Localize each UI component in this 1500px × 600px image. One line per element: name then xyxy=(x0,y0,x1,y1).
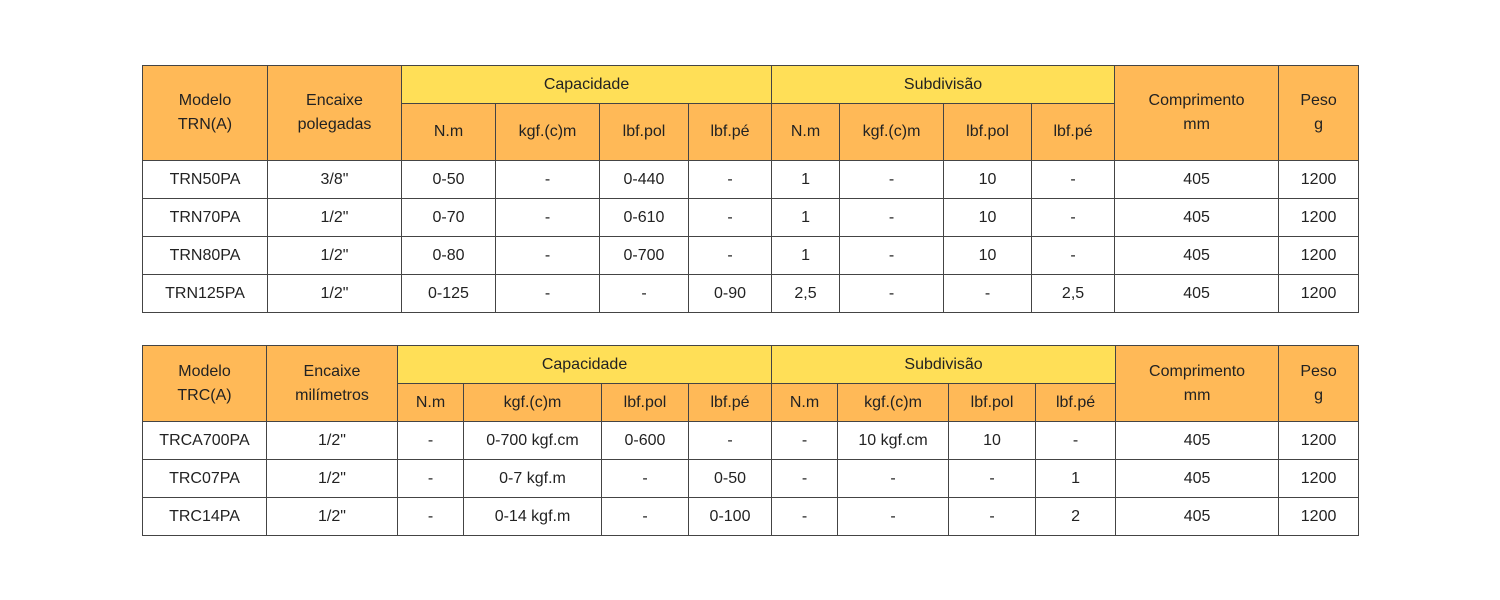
table-cell: - xyxy=(949,498,1036,536)
table-cell: TRN80PA xyxy=(143,237,268,275)
header-model-line1: Modelo xyxy=(178,92,232,109)
table-cell: - xyxy=(496,161,600,199)
table-cell: 0-14 kgf.m xyxy=(464,498,602,536)
table-cell: TRCA700PA xyxy=(143,422,267,460)
table-cell: 1 xyxy=(772,161,840,199)
table-cell: 0-100 xyxy=(689,498,772,536)
header-unit: lbf.pé xyxy=(689,104,772,161)
header-socket-line2: milímetros xyxy=(295,386,369,404)
header-unit: kgf.(c)m xyxy=(840,104,944,161)
table-cell: 405 xyxy=(1116,498,1279,536)
header-length-line1: Comprimento xyxy=(1148,92,1245,109)
table-cell: 1200 xyxy=(1279,199,1359,237)
table-cell: TRC07PA xyxy=(143,460,267,498)
header-model xyxy=(143,346,267,422)
table-row xyxy=(143,422,1359,460)
header-row-groups xyxy=(143,346,1359,384)
table-cell: 0-7 kgf.m xyxy=(464,460,602,498)
header-length xyxy=(1115,66,1279,161)
table-cell: - xyxy=(398,422,464,460)
torque-wrench-table-trc xyxy=(142,345,1359,536)
table-cell: 1 xyxy=(772,199,840,237)
table-cell: - xyxy=(772,498,838,536)
header-unit: N.m xyxy=(772,104,840,161)
table-cell: - xyxy=(496,199,600,237)
table-row xyxy=(143,460,1359,498)
table-cell: 3/8" xyxy=(268,161,402,199)
table-cell: 1 xyxy=(772,237,840,275)
header-weight-line1: Peso xyxy=(1300,362,1337,380)
header-weight-line1: Peso xyxy=(1300,92,1337,109)
header-length xyxy=(1116,346,1279,422)
table-cell: - xyxy=(772,422,838,460)
header-unit: kgf.(c)m xyxy=(838,384,949,422)
header-unit: lbf.pol xyxy=(602,384,689,422)
header-socket xyxy=(267,346,398,422)
table-cell: TRN70PA xyxy=(143,199,268,237)
header-unit: lbf.pol xyxy=(949,384,1036,422)
header-unit: lbf.pé xyxy=(1032,104,1115,161)
table-cell: - xyxy=(944,275,1032,313)
table-cell: 405 xyxy=(1115,161,1279,199)
table-cell: 405 xyxy=(1115,237,1279,275)
table-body xyxy=(143,422,1359,536)
header-socket-line2: polegadas xyxy=(297,116,372,133)
table-cell: - xyxy=(398,498,464,536)
table-cell: 2,5 xyxy=(772,275,840,313)
table-cell: 10 xyxy=(944,199,1032,237)
header-model-line1: Modelo xyxy=(178,362,231,380)
table-cell: 1/2" xyxy=(267,460,398,498)
table-cell: - xyxy=(398,460,464,498)
header-socket-line1: Encaixe xyxy=(303,362,361,380)
table-cell: TRN50PA xyxy=(143,161,268,199)
table-cell: - xyxy=(496,275,600,313)
header-socket xyxy=(268,66,402,161)
table-cell: - xyxy=(600,275,689,313)
table-cell: - xyxy=(772,460,838,498)
table-cell: 0-80 xyxy=(402,237,496,275)
header-capacity: Capacidade xyxy=(398,346,772,384)
table-cell: - xyxy=(689,237,772,275)
table-cell: 0-50 xyxy=(689,460,772,498)
table-cell: 1/2" xyxy=(268,199,402,237)
header-weight xyxy=(1279,66,1359,161)
table-cell: 0-700 xyxy=(600,237,689,275)
table-cell: - xyxy=(838,460,949,498)
table-cell: 1200 xyxy=(1279,161,1359,199)
table-cell: 2 xyxy=(1036,498,1116,536)
table-cell: 0-610 xyxy=(600,199,689,237)
header-length-line1: Comprimento xyxy=(1149,362,1246,380)
table-cell: - xyxy=(602,498,689,536)
table-cell: 1/2" xyxy=(267,498,398,536)
torque-wrench-table-trn xyxy=(142,65,1359,313)
table-cell: - xyxy=(602,460,689,498)
table-row xyxy=(143,199,1359,237)
table-body xyxy=(143,161,1359,313)
table-cell: 0-70 xyxy=(402,199,496,237)
table-cell: 10 xyxy=(944,161,1032,199)
header-unit: kgf.(c)m xyxy=(464,384,602,422)
table-cell: - xyxy=(840,199,944,237)
table-cell: 1/2" xyxy=(267,422,398,460)
table-cell: - xyxy=(840,161,944,199)
table-cell: 10 xyxy=(949,422,1036,460)
table-cell: 10 kgf.cm xyxy=(838,422,949,460)
table-cell: 1200 xyxy=(1279,498,1359,536)
header-capacity: Capacidade xyxy=(402,66,772,104)
table-cell: - xyxy=(689,161,772,199)
header-weight-line2: g xyxy=(1314,386,1324,404)
table-cell: 0-125 xyxy=(402,275,496,313)
header-model-line2: TRC(A) xyxy=(177,386,232,404)
table-cell: - xyxy=(496,237,600,275)
table-cell: 0-700 kgf.cm xyxy=(464,422,602,460)
header-length-line2: mm xyxy=(1183,386,1211,404)
header-row-groups xyxy=(143,66,1359,104)
header-unit: lbf.pé xyxy=(689,384,772,422)
table-cell: 405 xyxy=(1115,199,1279,237)
header-socket-line1: Encaixe xyxy=(306,92,363,109)
table-cell: 1200 xyxy=(1279,422,1359,460)
table-row xyxy=(143,275,1359,313)
table-cell: TRC14PA xyxy=(143,498,267,536)
header-subdivision: Subdivisão xyxy=(772,346,1116,384)
table-cell: - xyxy=(949,460,1036,498)
table-cell: 0-440 xyxy=(600,161,689,199)
header-unit: N.m xyxy=(772,384,838,422)
table-cell: 405 xyxy=(1115,275,1279,313)
table-cell: - xyxy=(1032,161,1115,199)
table-cell: TRN125PA xyxy=(143,275,268,313)
table-cell: - xyxy=(689,199,772,237)
table-cell: 1/2" xyxy=(268,275,402,313)
header-weight xyxy=(1279,346,1359,422)
table-cell: 1200 xyxy=(1279,275,1359,313)
header-unit: lbf.pol xyxy=(944,104,1032,161)
header-unit: lbf.pol xyxy=(600,104,689,161)
table-cell: 0-600 xyxy=(602,422,689,460)
header-subdivision: Subdivisão xyxy=(772,66,1115,104)
table-row xyxy=(143,161,1359,199)
header-unit: N.m xyxy=(402,104,496,161)
table-cell: 405 xyxy=(1116,422,1279,460)
header-unit: kgf.(c)m xyxy=(496,104,600,161)
table-cell: 0-50 xyxy=(402,161,496,199)
header-weight-line2: g xyxy=(1314,116,1324,133)
table-cell: - xyxy=(838,498,949,536)
table-cell: - xyxy=(689,422,772,460)
table-cell: 1/2" xyxy=(268,237,402,275)
table-cell: 1 xyxy=(1036,460,1116,498)
header-unit: lbf.pé xyxy=(1036,384,1116,422)
header-model-line2: TRN(A) xyxy=(177,116,233,133)
table-cell: - xyxy=(840,237,944,275)
table-cell: - xyxy=(840,275,944,313)
table-row xyxy=(143,237,1359,275)
table-cell: 1200 xyxy=(1279,460,1359,498)
table-cell: 0-90 xyxy=(689,275,772,313)
table-cell: 405 xyxy=(1116,460,1279,498)
table-cell: - xyxy=(1036,422,1116,460)
header-unit: N.m xyxy=(398,384,464,422)
table-cell: 10 xyxy=(944,237,1032,275)
table-cell: 1200 xyxy=(1279,237,1359,275)
header-length-line2: mm xyxy=(1183,116,1210,133)
table-cell: - xyxy=(1032,237,1115,275)
table-cell: - xyxy=(1032,199,1115,237)
table-row xyxy=(143,498,1359,536)
table-cell: 2,5 xyxy=(1032,275,1115,313)
header-model xyxy=(143,66,268,161)
